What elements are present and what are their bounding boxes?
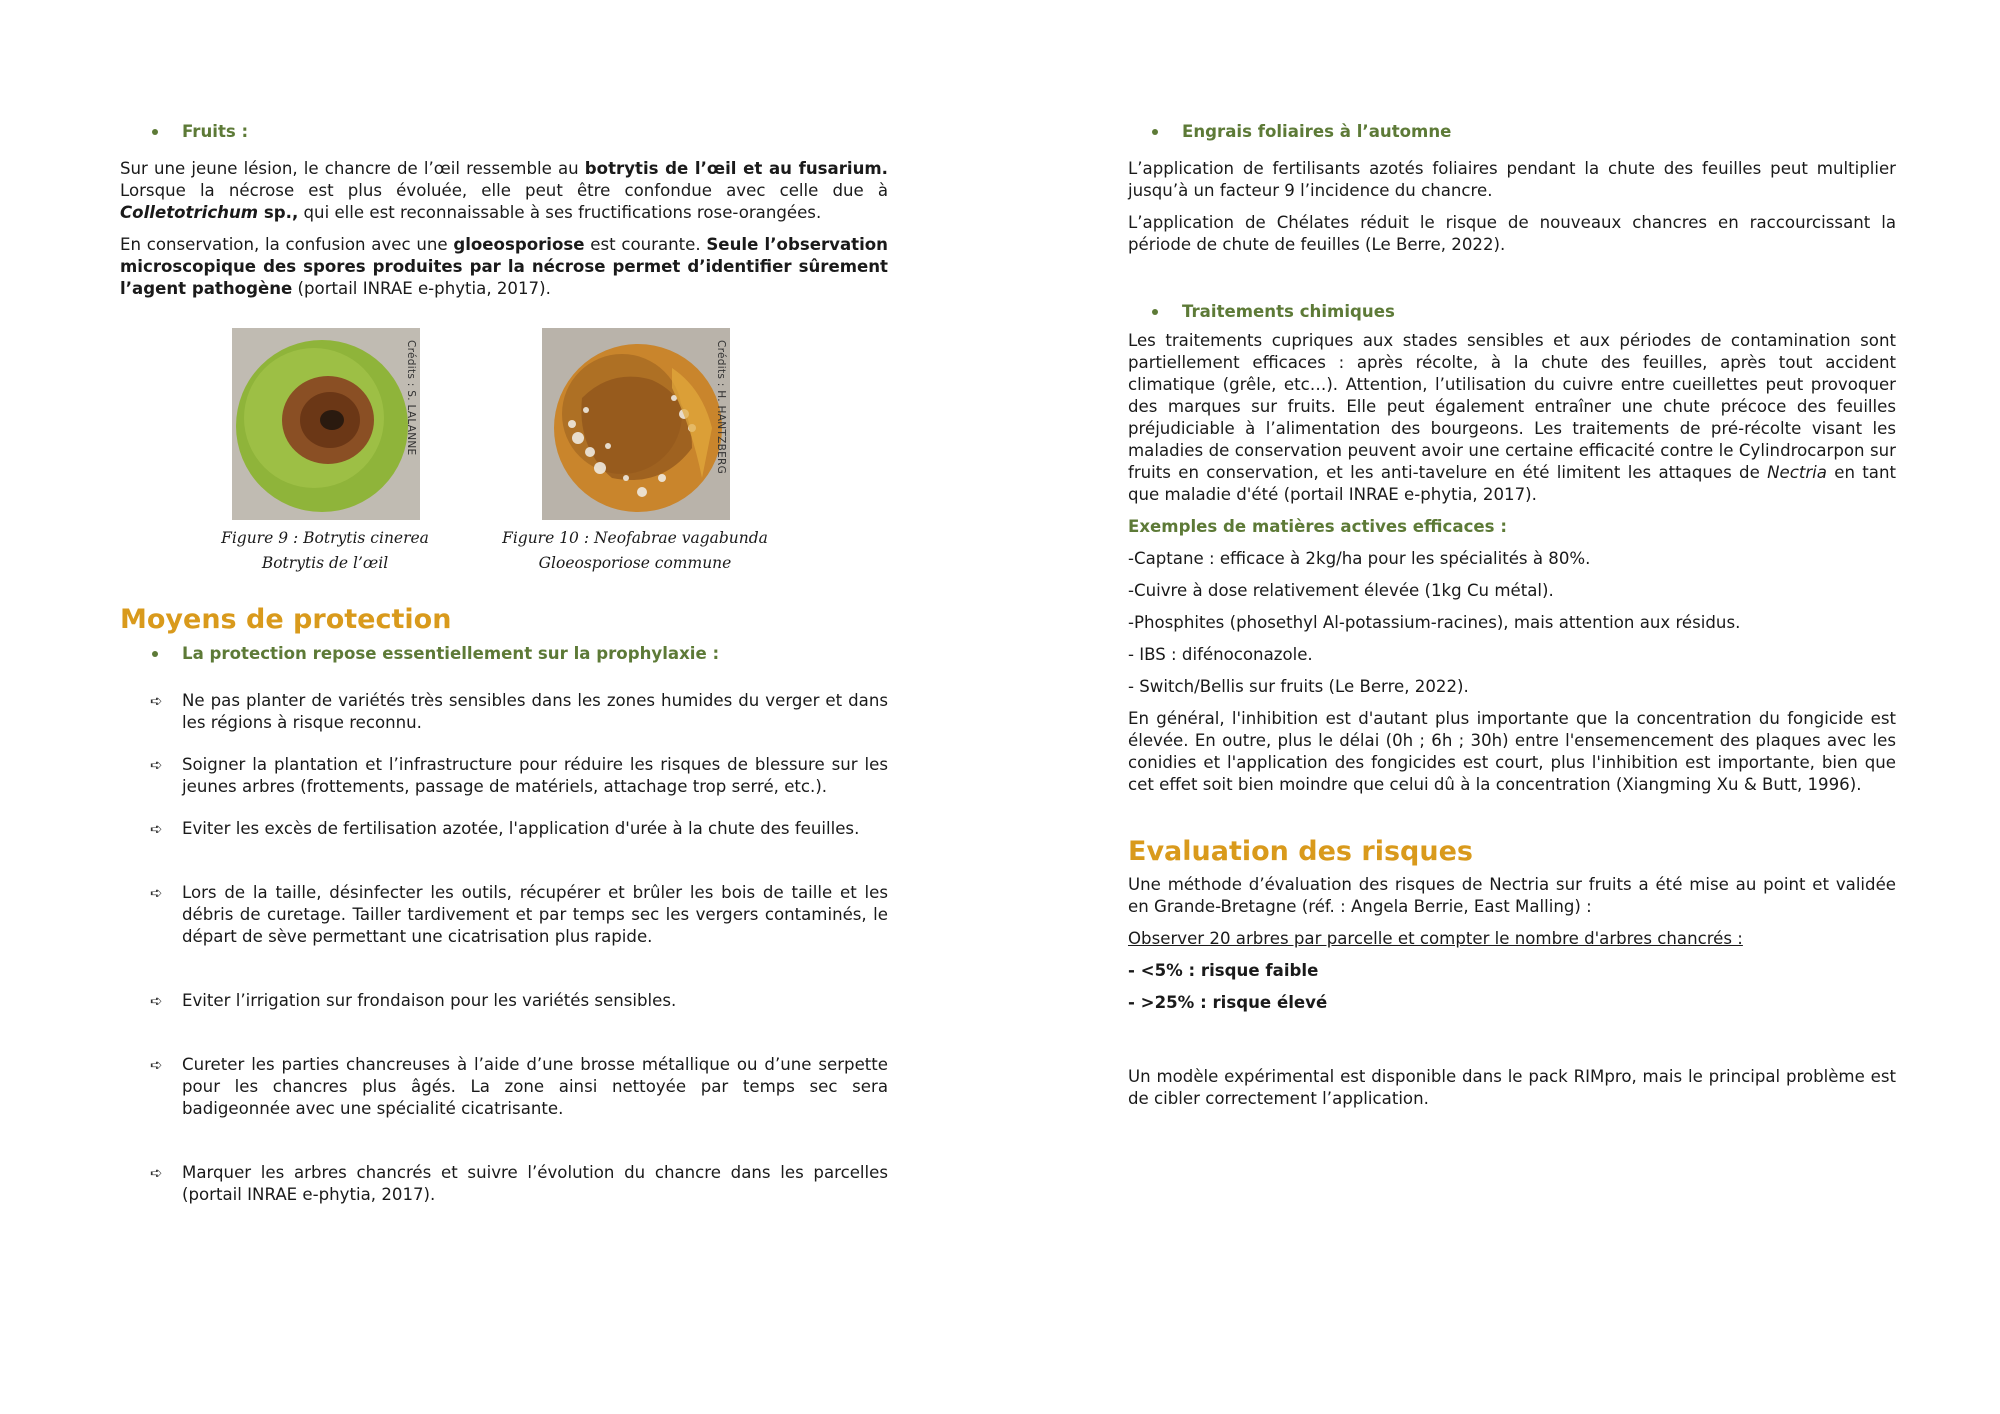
modele-paragraph: Un modèle expérimental est disponible dans le pack RIMpro, mais le principal problème est de cibler correctement l’application. bbox=[1128, 1067, 1896, 1108]
exemple-item: -Captane : efficace à 2kg/ha pour les spécialités à 80%. bbox=[1128, 549, 1591, 568]
risk-high: - >25% : risque élevé bbox=[1128, 993, 1328, 1012]
arrow-icon: ➪ bbox=[150, 992, 163, 1010]
arrow-icon: ➪ bbox=[150, 692, 163, 710]
list-item: ➪ Ne pas planter de variétés très sensibles dans les zones humides du verger et dans les régions à risque reconnu. bbox=[150, 691, 888, 732]
exemple-item: -Phosphites (phosethyl Al-potassium-racines), mais attention aux résidus. bbox=[1128, 613, 1741, 632]
right-column bbox=[1128, 118, 1896, 1110]
risk-low: - <5% : risque faible bbox=[1128, 961, 1319, 980]
exemple-item: -Cuivre à dose relativement élevée (1kg Cu métal). bbox=[1128, 581, 1554, 600]
engrais-paragraph-1: L’application de fertilisants azotés foliaires pendant la chute des feuilles peut multiplier jusqu’à un facteur 9 l’incidence du chancre. bbox=[1128, 159, 1896, 200]
fruits-paragraph-2: En conservation, la confusion avec une gloeosporiose est courante. Seule l’observation microscopique des spores produites par la nécrose permet d’identifier sûrement l’agent pathogène (portail INRAE e-phytia, 2017). bbox=[120, 235, 888, 298]
list-item: ➪ Lors de la taille, désinfecter les outils, récupérer et brûler les bois de taille et les débris de curetage. Tailler tardivement et par temps sec les vergers contaminés, le départ de sève permettant une cicatrisation plus rapide. bbox=[150, 883, 888, 946]
observer-line: Observer 20 arbres par parcelle et compter le nombre d'arbres chancrés : bbox=[1128, 929, 1743, 948]
list-item: ➪ Cureter les parties chancreuses à l’aide d’une brosse métallique ou d’une serpette pour les chancres plus âgés. La zone ainsi nettoyée par temps sec sera badigeonnée avec une spécialité cicatrisante. bbox=[150, 1055, 888, 1118]
list-item: ➪ Eviter les excès de fertilisation azotée, l'application d'urée à la chute des feuilles. bbox=[150, 819, 860, 838]
evaluation-paragraph: Une méthode d’évaluation des risques de Nectria sur fruits a été mise au point et validée en Grande-Bretagne (réf. : Angela Berrie, East Malling) : bbox=[1128, 875, 1896, 916]
engrais-paragraph-2: L’application de Chélates réduit le risque de nouveaux chancres en raccourcissant la période de chute de feuilles (Le Berre, 2022). bbox=[1128, 213, 1896, 254]
photo-credit: Crédits : S. LALANNE bbox=[405, 340, 417, 456]
fruits-paragraph-1: Sur une jeune lésion, le chancre de l’œil ressemble au botrytis de l’œil et au fusarium. Lorsque la nécrose est plus évoluée, elle peut être confondue avec celle due à Colletotrichum sp., qui elle est reconnaissable à ses fructifications rose-orangées. bbox=[120, 159, 888, 222]
figures-row bbox=[120, 328, 888, 588]
gloeosporiose-fruit-photo bbox=[542, 328, 730, 520]
traitements-heading: Traitements chimiques bbox=[1120, 298, 1896, 326]
figure-9-caption: Figure 9 : Botrytis cinerea Botrytis de l’œil bbox=[221, 529, 429, 572]
list-item: ➪ Marquer les arbres chancrés et suivre l’évolution du chancre dans les parcelles (portail INRAE e-phytia, 2017). bbox=[150, 1163, 888, 1204]
general-paragraph: En général, l'inhibition est d'autant plus importante que la concentration du fongicide est élevée. En outre, plus le délai (0h ; 6h ; 30h) entre l'ensemencement des plaques avec les conidies et l'application des fongicides est court, plus l'inhibition est importante, bien que cet effet soit bien moindre que celui dû à la concentration (Xiangming Xu & Butt, 1996). bbox=[1128, 709, 1896, 794]
traitements-paragraph: Les traitements cupriques aux stades sensibles et aux périodes de contamination sont partiellement efficaces : après récolte, à la chute des feuilles, après tout accident climatique (grêle, etc…). Attention, l’utilisation du cuivre entre cueillettes peut provoquer des marques sur fruits. Elle peut également entraîner une chute précoce des feuilles préjudiciable à l’alimentation des bourgeons. Les traitements de pré-récolte visant les maladies de conservation peuvent avoir une certaine efficacité contre le Cylindrocarpon sur fruits en conservation, et les anti-tavelure en été limitent les attaques de Nectria en tant que maladie d'été (portail INRAE e-phytia, 2017). bbox=[1128, 331, 1896, 504]
arrow-icon: ➪ bbox=[150, 884, 163, 902]
section-title-protection: Moyens de protection bbox=[120, 604, 452, 635]
engrais-heading: Engrais foliaires à l’automne bbox=[1120, 118, 1896, 146]
exemple-item: - Switch/Bellis sur fruits (Le Berre, 2022). bbox=[1128, 677, 1469, 696]
arrow-icon: ➪ bbox=[150, 1164, 163, 1182]
arrow-icon: ➪ bbox=[150, 756, 163, 774]
prophylaxie-heading: La protection repose essentiellement sur la prophylaxie : bbox=[120, 640, 888, 668]
figure-10-caption: Figure 10 : Neofabrae vagabunda Gloeosporiose commune bbox=[502, 529, 768, 572]
section-title-evaluation: Evaluation des risques bbox=[1128, 836, 1473, 867]
list-item: ➪ Soigner la plantation et l’infrastructure pour réduire les risques de blessure sur les jeunes arbres (frottements, passage de matériels, attachage trop serré, etc.). bbox=[150, 755, 888, 796]
exemples-heading: Exemples de matières actives efficaces : bbox=[1128, 517, 1507, 536]
botrytis-apple-photo bbox=[232, 328, 420, 520]
left-column bbox=[120, 118, 888, 1206]
list-item: ➪ Eviter l’irrigation sur frondaison pour les variétés sensibles. bbox=[150, 991, 677, 1010]
photo-credit: Crédits : H. HANTZBERG bbox=[715, 340, 727, 475]
exemple-item: - IBS : difénoconazole. bbox=[1128, 645, 1313, 664]
fruits-heading: Fruits : bbox=[120, 118, 888, 146]
arrow-icon: ➪ bbox=[150, 820, 163, 838]
arrow-icon: ➪ bbox=[150, 1056, 163, 1074]
